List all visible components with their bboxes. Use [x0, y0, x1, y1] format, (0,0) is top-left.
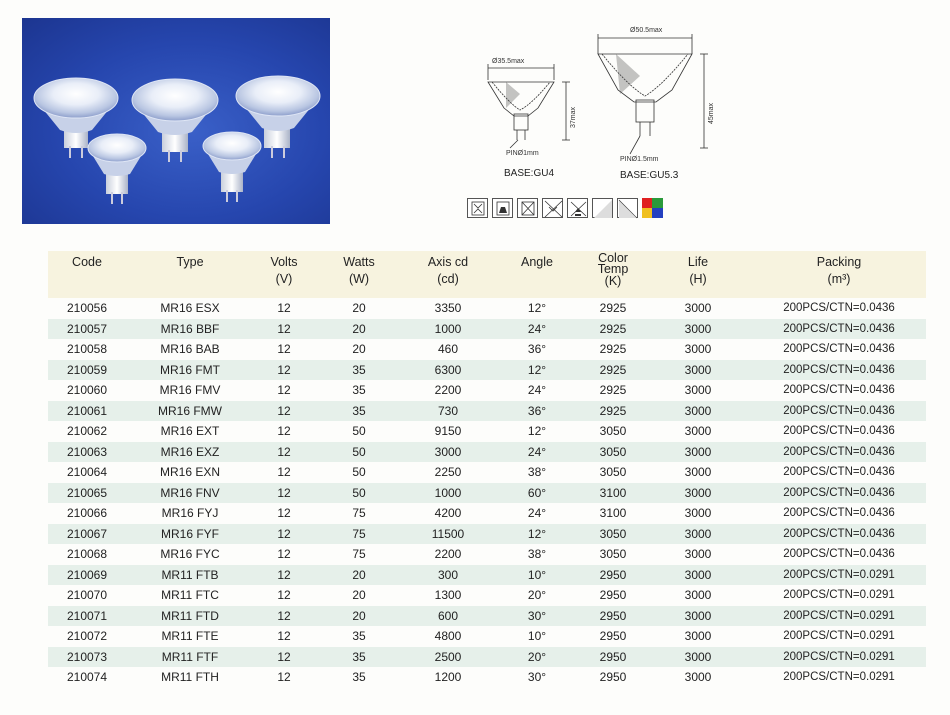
gu4-diameter-label: Ø35.5max	[492, 58, 525, 65]
crossed-lamp-icon	[542, 198, 563, 218]
cell-volts: 12	[277, 362, 291, 377]
cell-code: 210058	[66, 342, 108, 357]
cell-volts: 12	[277, 629, 291, 644]
table-row	[48, 585, 926, 606]
cell-type: MR16 BAB	[160, 342, 220, 357]
cell-color-temp: 3050	[599, 424, 627, 439]
cell-code: 210057	[66, 321, 108, 336]
cell-volts: 12	[277, 506, 291, 521]
cell-volts: 12	[277, 485, 291, 500]
open-front-icon	[492, 198, 513, 218]
cell-packing: 200PCS/CTN=0.0436	[783, 343, 895, 356]
cell-color-temp: 3050	[599, 465, 627, 480]
cell-packing: 200PCS/CTN=0.0436	[783, 363, 895, 376]
cell-angle: 30°	[527, 670, 547, 685]
table-row	[48, 667, 926, 688]
cell-packing: 200PCS/CTN=0.0291	[783, 589, 895, 602]
header-life: Life (H)	[687, 255, 709, 286]
cell-color-temp: 3100	[599, 506, 627, 521]
cell-color-temp: 2925	[599, 403, 627, 418]
cell-life: 3000	[684, 547, 712, 562]
cell-packing: 200PCS/CTN=0.0436	[783, 302, 895, 315]
cell-axis-cd: 2200	[434, 383, 462, 398]
cell-volts: 12	[277, 608, 291, 623]
cell-angle: 38°	[527, 465, 547, 480]
cell-axis-cd: 2500	[434, 649, 462, 664]
cell-type: MR16 FYJ	[161, 506, 219, 521]
table-row	[48, 647, 926, 668]
cell-code: 210070	[66, 588, 108, 603]
gu4-height-label: 37max	[570, 106, 577, 128]
cell-axis-cd: 11500	[431, 526, 465, 541]
cell-life: 3000	[684, 567, 712, 582]
cell-code: 210073	[66, 649, 108, 664]
cell-angle: 10°	[527, 629, 547, 644]
cell-packing: 200PCS/CTN=0.0436	[783, 486, 895, 499]
cell-type: MR16 FMW	[158, 403, 222, 418]
cell-life: 3000	[684, 444, 712, 459]
cell-life: 3000	[684, 321, 712, 336]
cell-watts: 20	[352, 321, 366, 336]
cell-axis-cd: 1000	[434, 321, 462, 336]
cell-type: MR16 FYC	[160, 547, 220, 562]
cell-type: MR16 FNV	[160, 485, 220, 500]
cell-type: MR16 FMT	[160, 362, 220, 377]
gu53-pin-label: PINØ1.5mm	[620, 156, 659, 163]
cell-volts: 12	[277, 547, 291, 562]
table-row	[48, 544, 926, 565]
cell-packing: 200PCS/CTN=0.0436	[783, 404, 895, 417]
cell-code: 210069	[66, 567, 108, 582]
cell-code: 210061	[66, 403, 108, 418]
table-row	[48, 483, 926, 504]
table-row	[48, 298, 926, 319]
cell-volts: 12	[277, 649, 291, 664]
header-type: Type	[176, 255, 204, 269]
table-body	[48, 298, 926, 688]
table-row	[48, 380, 926, 401]
cell-watts: 50	[352, 465, 366, 480]
cell-watts: 50	[352, 444, 366, 459]
cell-angle: 36°	[527, 342, 547, 357]
cell-life: 3000	[684, 403, 712, 418]
cell-code: 210074	[66, 670, 108, 685]
cell-volts: 12	[277, 301, 291, 316]
cell-life: 3000	[684, 485, 712, 500]
symbol-icon-row	[467, 198, 663, 222]
cell-life: 3000	[684, 629, 712, 644]
reflector-icon	[467, 198, 488, 218]
cell-color-temp: 2925	[599, 321, 627, 336]
cell-angle: 24°	[527, 383, 547, 398]
cell-axis-cd: 3000	[434, 444, 462, 459]
cell-volts: 12	[277, 526, 291, 541]
cell-volts: 12	[277, 444, 291, 459]
cell-axis-cd: 6300	[434, 362, 462, 377]
cell-life: 3000	[684, 588, 712, 603]
header-code: Code	[72, 255, 102, 269]
cell-angle: 12°	[527, 301, 547, 316]
cell-axis-cd: 4800	[434, 629, 462, 644]
cell-volts: 12	[277, 588, 291, 603]
cell-type: MR16 EXZ	[160, 444, 220, 459]
cell-type: MR16 EXN	[159, 465, 221, 480]
cell-packing: 200PCS/CTN=0.0291	[783, 568, 895, 581]
cell-life: 3000	[684, 465, 712, 480]
cell-code: 210072	[66, 629, 108, 644]
cell-angle: 12°	[527, 424, 547, 439]
cell-axis-cd: 2200	[434, 547, 462, 562]
cell-life: 3000	[684, 608, 712, 623]
cell-angle: 12°	[527, 526, 547, 541]
table-row	[48, 565, 926, 586]
cell-type: MR11 FTD	[161, 608, 219, 623]
cell-packing: 200PCS/CTN=0.0291	[783, 630, 895, 643]
gu4-pin-label: PINØ1mm	[506, 150, 539, 157]
cell-color-temp: 2950	[599, 649, 627, 664]
cell-volts: 12	[277, 465, 291, 480]
cell-color-temp: 2950	[599, 670, 627, 685]
cell-watts: 35	[352, 362, 366, 377]
cell-angle: 24°	[527, 506, 547, 521]
cell-color-temp: 2950	[599, 567, 627, 582]
cell-code: 210066	[66, 506, 108, 521]
cell-watts: 20	[352, 608, 366, 623]
cell-axis-cd: 730	[437, 403, 459, 418]
cell-angle: 10°	[527, 567, 547, 582]
cell-code: 210063	[66, 444, 108, 459]
cell-watts: 50	[352, 424, 366, 439]
cell-packing: 200PCS/CTN=0.0436	[783, 527, 895, 540]
cell-life: 3000	[684, 362, 712, 377]
gu4-base-label: BASE:GU4	[504, 168, 555, 179]
cell-axis-cd: 2250	[434, 465, 462, 480]
cell-code: 210064	[66, 465, 108, 480]
cell-code: 210059	[66, 362, 108, 377]
table-row	[48, 503, 926, 524]
cell-volts: 12	[277, 342, 291, 357]
cell-color-temp: 3050	[599, 547, 627, 562]
cell-axis-cd: 600	[437, 608, 459, 623]
cell-color-temp: 3050	[599, 526, 627, 541]
gu53-height-label: 45max	[708, 102, 715, 124]
cell-volts: 12	[277, 424, 291, 439]
gu53-base-label: BASE:GU5.3	[620, 170, 679, 181]
technical-diagrams	[470, 24, 730, 194]
cell-color-temp: 2925	[599, 301, 627, 316]
cell-type: MR11 FTB	[161, 567, 219, 582]
header-color-temp: Color Temp (K)	[597, 251, 629, 288]
cell-axis-cd: 9150	[434, 424, 462, 439]
cell-color-temp: 2925	[599, 383, 627, 398]
cell-life: 3000	[684, 526, 712, 541]
cell-life: 3000	[684, 649, 712, 664]
cell-watts: 20	[352, 301, 366, 316]
lamp-photo	[22, 18, 330, 224]
cell-color-temp: 3050	[599, 444, 627, 459]
cell-packing: 200PCS/CTN=0.0291	[783, 650, 895, 663]
cell-volts: 12	[277, 321, 291, 336]
table-row	[48, 442, 926, 463]
cell-axis-cd: 3350	[434, 301, 462, 316]
cell-axis-cd: 4200	[434, 506, 462, 521]
cell-angle: 20°	[527, 649, 547, 664]
cell-angle: 38°	[527, 547, 547, 562]
cell-volts: 12	[277, 567, 291, 582]
gu53-diameter-label: Ø50.5max	[630, 27, 663, 34]
cell-watts: 35	[352, 403, 366, 418]
cell-type: MR16 FYF	[160, 526, 219, 541]
cell-angle: 36°	[527, 403, 547, 418]
cell-angle: 20°	[527, 588, 547, 603]
header-packing: Packing (m³)	[816, 255, 862, 286]
cell-color-temp: 2925	[599, 362, 627, 377]
cell-watts: 20	[352, 588, 366, 603]
cell-code: 210067	[66, 526, 108, 541]
header-volts: Volts (V)	[270, 255, 298, 286]
table-row	[48, 462, 926, 483]
cell-watts: 35	[352, 670, 366, 685]
cell-packing: 200PCS/CTN=0.0436	[783, 445, 895, 458]
crossed-box-icon	[517, 198, 538, 218]
cell-color-temp: 2925	[599, 342, 627, 357]
half-shade-alt-icon	[617, 198, 638, 218]
cell-axis-cd: 1000	[434, 485, 462, 500]
cell-color-temp: 3100	[599, 485, 627, 500]
cell-code: 210062	[66, 424, 108, 439]
cell-code: 210056	[66, 301, 108, 316]
cell-watts: 20	[352, 342, 366, 357]
header-axis-cd: Axis cd (cd)	[427, 255, 469, 286]
table-row	[48, 401, 926, 422]
cell-axis-cd: 460	[437, 342, 459, 357]
table-row	[48, 524, 926, 545]
cell-volts: 12	[277, 383, 291, 398]
cell-life: 3000	[684, 383, 712, 398]
cell-life: 3000	[684, 424, 712, 439]
cell-packing: 200PCS/CTN=0.0436	[783, 548, 895, 561]
lamp-photo-drawing	[22, 18, 330, 224]
table-row	[48, 421, 926, 442]
table-row	[48, 339, 926, 360]
spec-table	[48, 251, 926, 688]
cell-angle: 30°	[527, 608, 547, 623]
cell-color-temp: 2950	[599, 608, 627, 623]
table-row	[48, 606, 926, 627]
cell-life: 3000	[684, 506, 712, 521]
cell-code: 210068	[66, 547, 108, 562]
cell-watts: 50	[352, 485, 366, 500]
half-shade-icon	[592, 198, 613, 218]
cell-packing: 200PCS/CTN=0.0436	[783, 466, 895, 479]
cell-axis-cd: 300	[437, 567, 459, 582]
cell-packing: 200PCS/CTN=0.0436	[783, 322, 895, 335]
cell-type: MR16 ESX	[160, 301, 220, 316]
table-row	[48, 319, 926, 340]
table-row	[48, 626, 926, 647]
color-squares-icon	[642, 198, 663, 218]
cell-packing: 200PCS/CTN=0.0436	[783, 507, 895, 520]
cell-life: 3000	[684, 670, 712, 685]
cell-angle: 24°	[527, 444, 547, 459]
table-row	[48, 360, 926, 381]
cell-volts: 12	[277, 403, 291, 418]
cell-type: MR16 BBF	[160, 321, 220, 336]
cell-axis-cd: 1300	[434, 588, 462, 603]
cell-packing: 200PCS/CTN=0.0291	[783, 671, 895, 684]
cell-type: MR16 EXT	[160, 424, 220, 439]
cell-watts: 35	[352, 629, 366, 644]
cell-watts: 75	[352, 547, 366, 562]
cell-watts: 35	[352, 383, 366, 398]
cell-watts: 20	[352, 567, 366, 582]
table-header-row	[48, 251, 926, 298]
cell-watts: 35	[352, 649, 366, 664]
cell-angle: 60°	[527, 485, 547, 500]
cell-axis-cd: 1200	[434, 670, 462, 685]
cell-color-temp: 2950	[599, 588, 627, 603]
cell-packing: 200PCS/CTN=0.0291	[783, 609, 895, 622]
cell-type: MR16 FMV	[159, 383, 221, 398]
cell-life: 3000	[684, 301, 712, 316]
cell-angle: 24°	[527, 321, 547, 336]
cell-code: 210060	[66, 383, 108, 398]
cell-packing: 200PCS/CTN=0.0436	[783, 384, 895, 397]
no-cover-icon	[567, 198, 588, 218]
cell-angle: 12°	[527, 362, 547, 377]
cell-code: 210071	[66, 608, 108, 623]
cell-watts: 75	[352, 506, 366, 521]
cell-code: 210065	[66, 485, 108, 500]
cell-type: MR11 FTF	[161, 649, 219, 664]
cell-type: MR11 FTH	[161, 670, 219, 685]
cell-life: 3000	[684, 342, 712, 357]
cell-volts: 12	[277, 670, 291, 685]
cell-color-temp: 2950	[599, 629, 627, 644]
cell-type: MR11 FTE	[161, 629, 219, 644]
cell-type: MR11 FTC	[161, 588, 219, 603]
header-angle: Angle	[521, 255, 553, 269]
cell-watts: 75	[352, 526, 366, 541]
cell-packing: 200PCS/CTN=0.0436	[783, 425, 895, 438]
header-watts: Watts (W)	[343, 255, 375, 286]
